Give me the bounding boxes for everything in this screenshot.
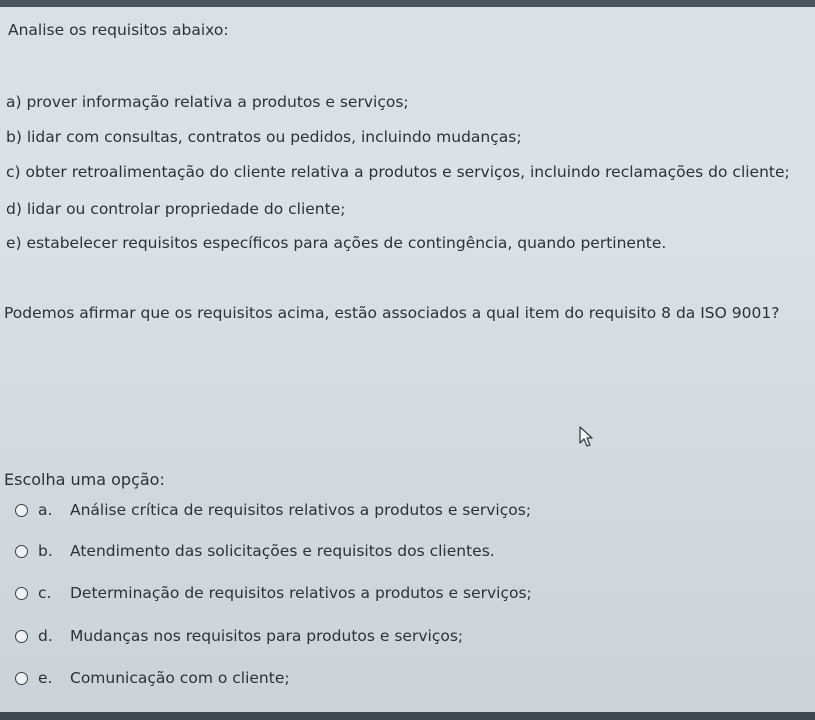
option-letter: b. xyxy=(38,542,53,560)
top-bar xyxy=(0,0,815,7)
intro-text: Analise os requisitos abaixo: xyxy=(8,21,229,39)
question-text: Podemos afirmar que os requisitos acima, estão associados a qual item do requisito 8 da ISO 9001? xyxy=(4,304,780,322)
option-text[interactable]: Comunicação com o cliente; xyxy=(70,669,290,687)
option-letter: c. xyxy=(38,584,52,602)
option-c[interactable] xyxy=(15,583,532,603)
option-text[interactable]: Determinação de requisitos relativos a produtos e serviços; xyxy=(70,584,532,602)
radio-button[interactable] xyxy=(15,630,28,643)
option-letter: e. xyxy=(38,669,53,687)
radio-button[interactable] xyxy=(15,672,28,685)
requirement-b: b) lidar com consultas, contratos ou pedidos, incluindo mudanças; xyxy=(6,128,522,146)
radio-button[interactable] xyxy=(15,587,28,600)
option-text[interactable]: Atendimento das solicitações e requisitos dos clientes. xyxy=(70,542,495,560)
mouse-pointer-icon xyxy=(579,426,595,448)
option-e[interactable] xyxy=(15,668,290,688)
option-text[interactable]: Mudanças nos requisitos para produtos e serviços; xyxy=(70,627,464,645)
requirement-a: a) prover informação relativa a produtos e serviços; xyxy=(6,93,409,111)
requirement-d: d) lidar ou controlar propriedade do cliente; xyxy=(6,200,346,218)
bottom-bar xyxy=(0,712,815,720)
option-d[interactable] xyxy=(15,626,463,646)
option-text[interactable]: Análise crítica de requisitos relativos a produtos e serviços; xyxy=(70,501,532,519)
requirement-e: e) estabelecer requisitos específicos para ações de contingência, quando pertinente. xyxy=(6,234,667,252)
choose-label: Escolha uma opção: xyxy=(4,470,165,489)
radio-button[interactable] xyxy=(15,504,28,517)
option-a[interactable] xyxy=(15,500,531,520)
requirement-c: c) obter retroalimentação do cliente relativa a produtos e serviços, incluindo reclamações do cliente; xyxy=(6,163,790,181)
option-b[interactable] xyxy=(15,541,495,561)
radio-button[interactable] xyxy=(15,545,28,558)
option-letter: d. xyxy=(38,627,53,645)
option-letter: a. xyxy=(38,501,53,519)
